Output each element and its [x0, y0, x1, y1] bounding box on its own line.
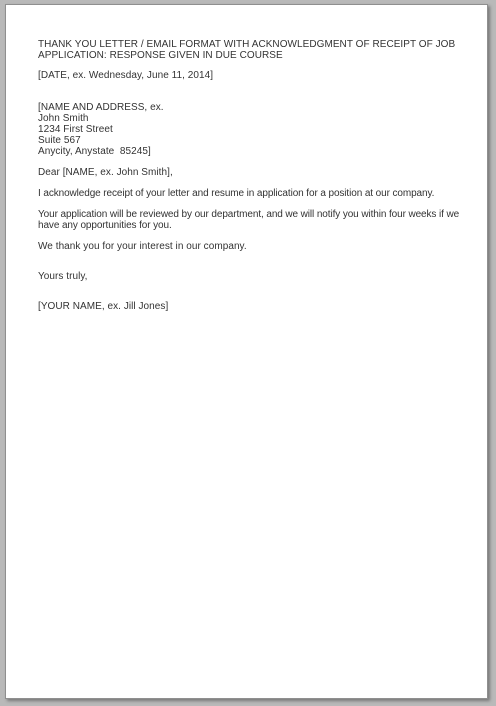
letter-content	[38, 39, 470, 312]
body-paragraph-3: We thank you for your interest in our company.	[38, 241, 247, 252]
body-paragraph-1: I acknowledge receipt of your letter and resume in application for a position at our company.	[38, 188, 435, 199]
letter-title: THANK YOU LETTER / EMAIL FORMAT WITH ACKNOWLEDGMENT OF RECEIPT OF JOB APPLICATION: RESPONSE GIVEN IN DUE COURSE	[38, 39, 456, 61]
address-line: Anycity, Anystate 85245]	[38, 146, 151, 157]
recipient-address	[38, 102, 470, 157]
signature: [YOUR NAME, ex. Jill Jones]	[38, 301, 169, 312]
closing: Yours truly,	[38, 271, 88, 282]
address-line: Suite 567	[38, 135, 81, 146]
salutation: Dear [NAME, ex. John Smith],	[38, 167, 173, 178]
address-line: John Smith	[38, 113, 89, 124]
address-line: [NAME AND ADDRESS, ex.	[38, 102, 164, 113]
address-line: 1234 First Street	[38, 124, 113, 135]
letter-page	[5, 4, 488, 699]
letter-date: [DATE, ex. Wednesday, June 11, 2014]	[38, 70, 214, 81]
body-paragraph-2: Your application will be reviewed by our department, and we will notify you within four weeks if we have any opportunities for you.	[38, 209, 460, 231]
